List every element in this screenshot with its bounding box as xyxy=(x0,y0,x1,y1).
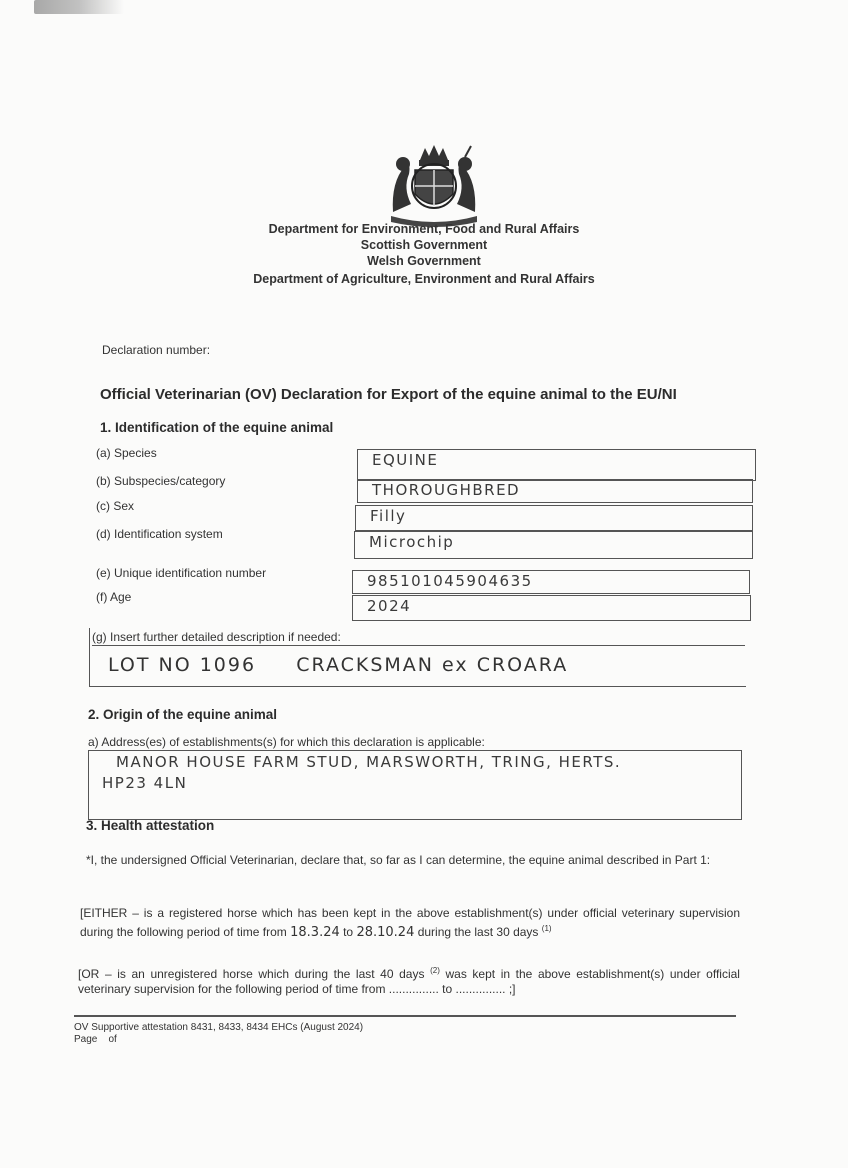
either-clause xyxy=(80,906,740,940)
health-intro: *I, the undersigned Official Veterinarian, declare that, so far as I can determine, the equine animal described in Part 1: xyxy=(86,853,711,867)
sex-label: (c) Sex xyxy=(96,499,135,513)
section2-heading: 2. Origin of the equine animal xyxy=(88,707,278,722)
declaration-number-label: Declaration number: xyxy=(102,343,211,357)
scan-blemish xyxy=(34,0,124,14)
subspecies-field[interactable]: THOROUGHBRED xyxy=(357,479,753,503)
unique-id-field[interactable]: 985101045904635 xyxy=(352,570,750,594)
or-clause xyxy=(78,963,740,997)
subspecies-label: (b) Subspecies/category xyxy=(96,474,226,488)
unique-id-label: (e) Unique identification number xyxy=(96,566,267,580)
footer-rule xyxy=(74,1015,736,1017)
identification-system-label: (d) Identification system xyxy=(96,527,223,541)
identification-system-field[interactable]: Microchip xyxy=(354,531,753,559)
address-line1: MANOR HOUSE FARM STUD, MARSWORTH, TRING, HERTS. xyxy=(116,753,622,771)
either-footnote: (1) xyxy=(541,924,552,933)
page-title: Official Veterinarian (OV) Declaration for Export of the equine animal to the EU/NI xyxy=(100,386,677,403)
address-label: a) Address(es) of establishments(s) for which this declaration is applicable: xyxy=(88,735,485,749)
species-label: (a) Species xyxy=(96,446,157,460)
either-from-date: 18.3.24 xyxy=(290,925,340,940)
or-footnote: (2) xyxy=(430,966,440,975)
either-to-word: to xyxy=(343,925,354,939)
royal-coat-of-arms-icon xyxy=(385,142,483,228)
sex-field[interactable]: Filly xyxy=(355,505,753,531)
address-line2: HP23 4LN xyxy=(102,774,188,792)
either-to-date: 28.10.24 xyxy=(356,925,415,940)
or-text: [OR – is an unregistered horse which during the last 40 days xyxy=(78,967,425,981)
or-text2: was kept in the above establishment(s) under official veterinary supervision for the following period of time from ............... to ............... ;] xyxy=(78,967,740,996)
either-text: [EITHER – is a registered horse which has been kept in the above establishment(s) under official veterinary supervision during the following period of time from xyxy=(80,906,740,939)
description-label: (g) Insert further detailed description if needed: xyxy=(92,630,341,644)
description-value: LOT NO 1096 CRACKSMAN ex CROARA xyxy=(108,654,569,676)
department-daera: Department of Agriculture, Environment and Rural Affairs xyxy=(253,272,595,286)
either-tail: during the last 30 days xyxy=(417,925,539,939)
department-scottish-government: Scottish Government xyxy=(360,238,488,252)
footer-attestation: OV Supportive attestation 8431, 8433, 8434 EHCs (August 2024) xyxy=(74,1022,364,1033)
department-defra: Department for Environment, Food and Rural Affairs xyxy=(268,222,580,236)
age-label: (f) Age xyxy=(96,590,132,604)
species-field[interactable]: EQUINE xyxy=(357,449,756,481)
footer-page: Page of xyxy=(74,1034,117,1045)
department-welsh-government: Welsh Government xyxy=(367,254,481,268)
age-field[interactable]: 2024 xyxy=(352,595,751,621)
description-rule xyxy=(92,645,745,646)
section3-heading: 3. Health attestation xyxy=(86,818,215,833)
section1-heading: 1. Identification of the equine animal xyxy=(100,420,334,435)
